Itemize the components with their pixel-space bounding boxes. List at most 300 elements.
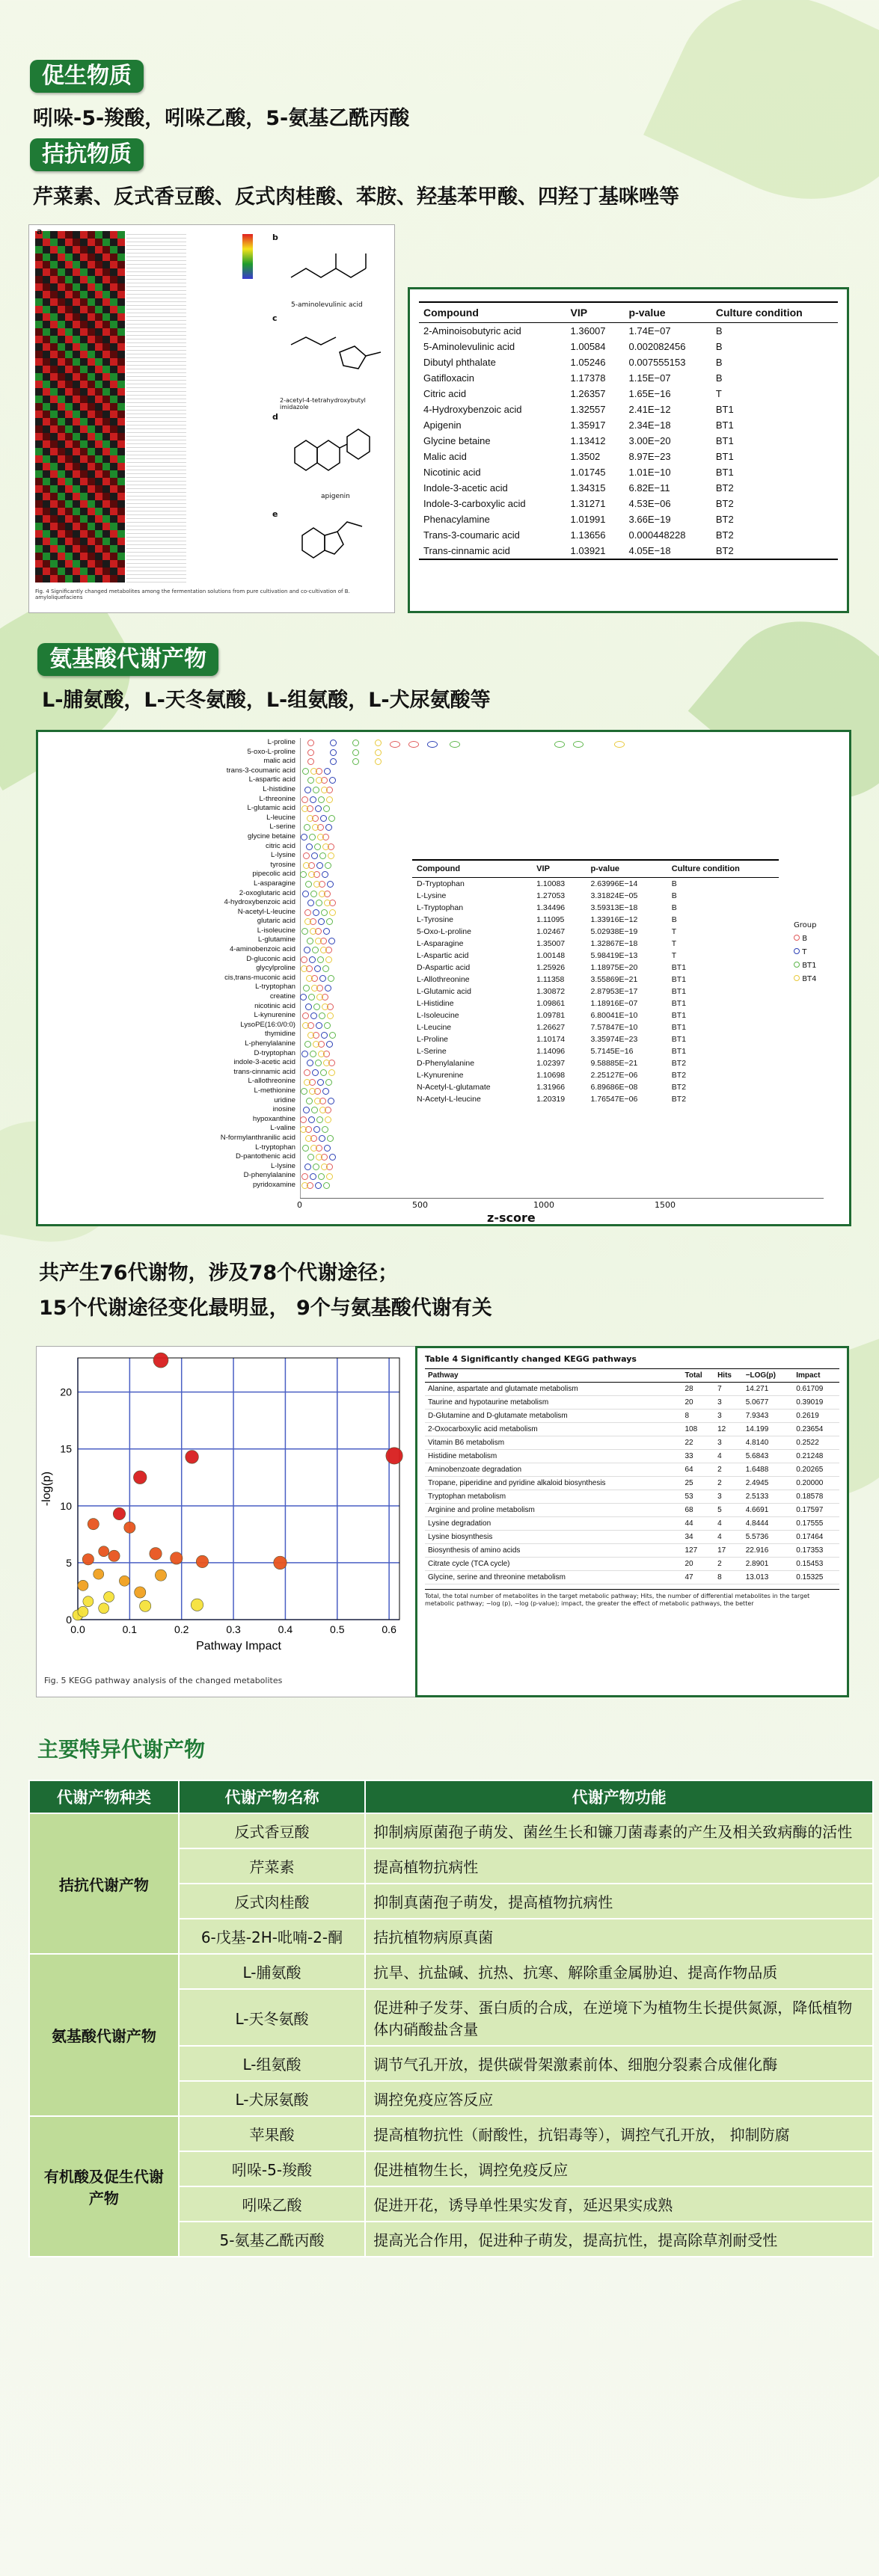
- table2-cell: N-Acetyl-L-leucine: [417, 1095, 481, 1104]
- table2-cell: 1.10174: [536, 1035, 566, 1044]
- zscore-point: [319, 852, 326, 859]
- heatmap-cell: [35, 440, 43, 448]
- kegg-cell: 7: [714, 1383, 743, 1396]
- heatmap-cell: [88, 553, 95, 560]
- heatmap-cell: [58, 538, 65, 545]
- table2-cell: 5-Oxo-L-proline: [417, 927, 471, 936]
- heatmap-cell: [117, 523, 125, 530]
- heatmap-cell: [110, 239, 117, 246]
- zscore-label: tyrosine: [270, 860, 295, 869]
- heatmap-cell: [80, 261, 88, 268]
- zscore-point: [313, 909, 319, 916]
- zscore-point: [327, 1012, 334, 1019]
- heatmap-cell: [80, 478, 88, 485]
- heatmap-cell: [43, 373, 50, 381]
- heatmap-cell: [43, 283, 50, 291]
- zscore-label: nicotinic acid: [254, 1001, 295, 1010]
- heatmap-cell: [35, 553, 43, 560]
- heatmap-cell: [43, 403, 50, 411]
- kegg-cell: 3: [714, 1490, 743, 1504]
- heatmap-cell: [73, 268, 80, 276]
- heatmap-cell: [110, 313, 117, 321]
- zscore-point: [301, 1051, 308, 1057]
- table2-cell: T: [671, 939, 677, 948]
- heatmap-cell: [117, 328, 125, 336]
- heatmap-cell: [73, 403, 80, 411]
- heatmap-cell: [73, 538, 80, 545]
- table1-cell: Malic acid: [423, 451, 467, 462]
- heatmap-cell: [95, 448, 102, 455]
- zscore-point: [310, 1145, 317, 1152]
- metabolite-function: 提高光合作用，促进种子萌发，提高抗性，提高除草剂耐受性: [365, 2222, 873, 2257]
- kegg-cell: Aminobenzoate degradation: [425, 1463, 682, 1477]
- table-row: [419, 543, 838, 559]
- zscore-point: [302, 768, 309, 775]
- table-row: [425, 1463, 839, 1477]
- zscore-label: L-glutamic acid: [247, 804, 295, 813]
- table2-cell: 1.25926: [536, 963, 566, 972]
- table1-cell: Indole-3-acetic acid: [423, 482, 508, 494]
- heatmap-cell: [80, 358, 88, 366]
- zscore-point: [312, 947, 319, 953]
- zscore-point: [308, 994, 315, 1000]
- heatmap-cell: [102, 306, 110, 313]
- x-axis-label: Pathway Impact: [196, 1640, 281, 1653]
- panel-label-c: c: [272, 313, 278, 323]
- x-tick-label: 0.5: [330, 1623, 345, 1635]
- table2-cell: 1.02397: [536, 1059, 566, 1068]
- kegg-cell: 68: [682, 1504, 714, 1517]
- heatmap-cell: [73, 411, 80, 418]
- heatmap-cell: [43, 276, 50, 283]
- heatmap-cell: [43, 313, 50, 321]
- heatmap-cell: [50, 500, 58, 508]
- heatmap-cell: [95, 575, 102, 582]
- table2-cell: 1.33916E−12: [590, 915, 638, 924]
- metabolite-name: 吲哚-5-羧酸: [179, 2151, 366, 2186]
- table2-cell: BT1: [671, 975, 687, 984]
- heatmap-cell: [58, 418, 65, 425]
- zscore-point: [322, 1126, 328, 1133]
- zscore-point: [315, 805, 322, 812]
- kegg-cell: 4.8444: [743, 1517, 794, 1531]
- heatmap-cell: [110, 425, 117, 433]
- table-row: [412, 962, 779, 974]
- table2-cell: D-Phenylalanine: [417, 1059, 475, 1068]
- zscore-label: glycine betaine: [247, 831, 295, 840]
- zscore-label: L-valine: [270, 1124, 295, 1133]
- zscore-point: [317, 834, 324, 840]
- heatmap-cell: [73, 366, 80, 373]
- heatmap-cell: [35, 381, 43, 388]
- zscore-point: [323, 805, 330, 812]
- table-row: [412, 938, 779, 950]
- heatmap-cell: [95, 418, 102, 425]
- heatmap-cell: [102, 321, 110, 328]
- heatmap-cell: [117, 485, 125, 493]
- table1-cell: BT2: [715, 498, 734, 509]
- heatmap-cell: [80, 523, 88, 530]
- pathway-point: [113, 1507, 125, 1519]
- heatmap-cell: [110, 298, 117, 306]
- heatmap-cell: [43, 455, 50, 463]
- ztick-500: 500: [412, 1200, 428, 1210]
- heatmap-cell: [58, 246, 65, 253]
- heatmap-cell: [65, 381, 73, 388]
- heatmap-cell: [58, 388, 65, 396]
- heatmap-cell: [110, 283, 117, 291]
- kegg-cell: 22.916: [743, 1544, 794, 1558]
- table1-cell: BT1: [715, 419, 734, 431]
- heatmap-cell: [102, 448, 110, 455]
- heatmap-cell: [102, 538, 110, 545]
- heatmap-cell: [65, 276, 73, 283]
- heatmap-cell: [117, 470, 125, 478]
- table1-cell: BT1: [715, 404, 734, 415]
- heatmap-cell: [95, 568, 102, 575]
- heatmap-cell: [88, 478, 95, 485]
- heatmap-cell: [65, 328, 73, 336]
- table2-cell: 1.02467: [536, 927, 566, 936]
- table1-cell: BT1: [715, 467, 734, 478]
- table1-cell: BT1: [715, 451, 734, 462]
- heatmap-cell: [58, 268, 65, 276]
- heatmap-cell: [50, 403, 58, 411]
- zscore-label: 2-oxoglutaric acid: [239, 888, 295, 897]
- table1-cell: 1.32557: [570, 404, 606, 415]
- pathway-bubble-chart: [37, 1347, 417, 1668]
- table1-cell: 1.36007: [570, 325, 606, 336]
- heatmap-cell: [80, 268, 88, 276]
- table1-cell: B: [715, 357, 723, 368]
- table2-cell: 1.14096: [536, 1047, 566, 1056]
- table-row: [412, 1033, 779, 1045]
- heatmap-cell: [65, 358, 73, 366]
- zscore-point: [325, 1079, 332, 1086]
- heatmap-cell: [110, 276, 117, 283]
- metabolite-function: 调控免疫应答反应: [365, 2081, 873, 2116]
- heatmap-cell: [88, 493, 95, 500]
- zscore-label: L-serine: [269, 823, 295, 831]
- zscore-point: [304, 918, 311, 925]
- table-row: [425, 1571, 839, 1584]
- zscore-point: [307, 758, 314, 765]
- heatmap-cell: [35, 351, 43, 358]
- heatmap-cell: [102, 575, 110, 582]
- zscore-point: [305, 881, 312, 888]
- pathway-point: [94, 1569, 104, 1579]
- heatmap-cell: [80, 321, 88, 328]
- pathway-point: [99, 1546, 109, 1557]
- heatmap-cell: [35, 515, 43, 523]
- anti-substances-text: 芹菜素、反式香豆酸、反式肉桂酸、苯胺、羟基苯甲酸、四羟丁基咪唑等: [33, 185, 679, 209]
- kegg-cell: 0.17555: [793, 1517, 839, 1531]
- heatmap-cell: [43, 530, 50, 538]
- heatmap-cell: [35, 321, 43, 328]
- heatmap-cell: [110, 545, 117, 553]
- heatmap-cell: [35, 538, 43, 545]
- zscore-label: D-phenylalanine: [243, 1171, 295, 1180]
- heatmap-cell: [35, 523, 43, 530]
- table2-cell: 9.58885E−21: [590, 1059, 638, 1068]
- compound-table-2: [412, 859, 779, 1105]
- heatmap-cell: [117, 306, 125, 313]
- zscore-label: D-gluconic acid: [246, 954, 295, 963]
- table-row: [412, 878, 779, 891]
- kegg-cell: 13.013: [743, 1571, 794, 1584]
- table-row: [425, 1544, 839, 1558]
- panel-label-a: a: [37, 227, 43, 236]
- heatmap-cell: [50, 560, 58, 568]
- zscore-point: [573, 741, 584, 748]
- table2-cell: 1.34496: [536, 903, 566, 912]
- table1-cell: Indole-3-carboxylic acid: [423, 498, 526, 509]
- zscore-point: [326, 1173, 333, 1180]
- heatmap-cell: [58, 478, 65, 485]
- heatmap-cell: [73, 343, 80, 351]
- zscore-label: L-glutamine: [257, 935, 295, 944]
- heatmap-cell: [35, 530, 43, 538]
- kegg-cell: 0.17464: [793, 1531, 839, 1544]
- heatmap-cell: [117, 351, 125, 358]
- heatmap-cell: [43, 328, 50, 336]
- table-row: [412, 986, 779, 997]
- heatmap-cell: [58, 313, 65, 321]
- heatmap-cell: [110, 336, 117, 343]
- kegg-cell: 0.61709: [793, 1383, 839, 1396]
- zscore-point: [320, 1069, 327, 1076]
- heatmap-cell: [102, 418, 110, 425]
- heatmap-cell: [88, 470, 95, 478]
- heatmap-cell: [102, 291, 110, 298]
- summary-section: [0, 1256, 879, 1321]
- heatmap-cell: [50, 291, 58, 298]
- table2-cell: 3.31824E−05: [590, 891, 638, 900]
- heatmap-cell: [58, 455, 65, 463]
- heatmap-cell: [65, 448, 73, 455]
- heatmap-cell: [117, 343, 125, 351]
- table2-cell: D-Aspartic acid: [417, 963, 471, 972]
- table1-cell: B: [715, 325, 723, 336]
- table1-cell: 1.31271: [570, 498, 606, 509]
- pathway-point: [78, 1580, 88, 1590]
- heatmap-cell: [58, 283, 65, 291]
- metabolite-name: L-天冬氨酸: [179, 1989, 366, 2046]
- table1-panel: [408, 287, 849, 613]
- kegg-cell: Citrate cycle (TCA cycle): [425, 1558, 682, 1571]
- heatmap-cell: [35, 276, 43, 283]
- structure-label-2: 2-acetyl-4-tetrahydroxybutyl imidazole: [280, 397, 366, 411]
- heatmap-cell: [95, 545, 102, 553]
- heatmap-cell: [80, 403, 88, 411]
- table1-cell: Dibutyl phthalate: [423, 357, 496, 368]
- heatmap-cell: [88, 433, 95, 440]
- heatmap-cell: [58, 231, 65, 239]
- table2-header: VIP: [532, 860, 586, 878]
- heatmap-cell: [110, 388, 117, 396]
- heatmap-cell: [50, 448, 58, 455]
- heatmap-cell: [35, 313, 43, 321]
- heatmap-cell: [88, 328, 95, 336]
- zscore-label: 5-oxo-L-proline: [247, 747, 295, 756]
- heatmap-cell: [95, 239, 102, 246]
- heatmap-cell: [88, 538, 95, 545]
- table1-cell: 1.15E−07: [628, 372, 671, 384]
- zscore-label: L-isoleucine: [257, 926, 295, 935]
- heatmap-cell: [43, 553, 50, 560]
- zscore-label: citric acid: [266, 841, 295, 850]
- heatmap-cell: [73, 470, 80, 478]
- heatmap-cell: [110, 396, 117, 403]
- heatmap-cell: [102, 298, 110, 306]
- heatmap-cell: [95, 538, 102, 545]
- table1-cell: B: [715, 372, 723, 384]
- heatmap-cell: [102, 328, 110, 336]
- table2-cell: 2.87953E−17: [590, 987, 638, 996]
- heatmap-cell: [117, 448, 125, 455]
- table-row: [419, 417, 838, 433]
- heatmap-cell: [102, 508, 110, 515]
- zscore-xaxis: [300, 1198, 824, 1199]
- zscore-point: [302, 1022, 309, 1029]
- heatmap-cell: [117, 515, 125, 523]
- heatmap-cell: [50, 568, 58, 575]
- metabolite-name: 5-氨基乙酰丙酸: [179, 2222, 366, 2257]
- zscore-label: L-methionine: [254, 1086, 295, 1095]
- heatmap-cell: [43, 425, 50, 433]
- table-row: [412, 1081, 779, 1093]
- structure-aminolevulinic-acid: [284, 240, 388, 300]
- table2-box: [412, 859, 779, 1105]
- kegg-cell: 8: [714, 1571, 743, 1584]
- kegg-cell: 44: [682, 1517, 714, 1531]
- table1-cell: 1.35917: [570, 419, 606, 431]
- heatmap-cell: [117, 313, 125, 321]
- heatmap-cell: [80, 313, 88, 321]
- heatmap-cell: [117, 440, 125, 448]
- heatmap-cell: [65, 246, 73, 253]
- table1-cell: 1.13412: [570, 435, 606, 446]
- heatmap-cell: [58, 515, 65, 523]
- kegg-title: Table 4 Significantly changed KEGG pathways: [425, 1354, 637, 1364]
- table2-cell: BT1: [671, 1011, 687, 1020]
- heatmap-cell: [50, 478, 58, 485]
- x-tick-label: 0.4: [278, 1623, 293, 1635]
- heatmap-cell: [88, 239, 95, 246]
- heatmap-cell: [95, 493, 102, 500]
- heatmap-cell: [80, 418, 88, 425]
- heatmap-cell: [88, 568, 95, 575]
- kegg-cell: 5.5736: [743, 1531, 794, 1544]
- pathway-point: [386, 1448, 402, 1464]
- heatmap-cell: [50, 470, 58, 478]
- heatmap-cell: [65, 568, 73, 575]
- table2-cell: L-Aspartic acid: [417, 951, 469, 960]
- heatmap-cell: [43, 358, 50, 366]
- heatmap-cell: [43, 246, 50, 253]
- heatmap-cell: [95, 523, 102, 530]
- heatmap-cell: [95, 560, 102, 568]
- heatmap-cell: [65, 231, 73, 239]
- heatmap-cell: [58, 568, 65, 575]
- table2-cell: 1.11358: [536, 975, 565, 984]
- heatmap-cell: [80, 396, 88, 403]
- heatmap-cell: [65, 575, 73, 582]
- table2-cell: L-Isoleucine: [417, 1011, 459, 1020]
- zscore-point: [320, 815, 327, 822]
- heatmap-cell: [102, 553, 110, 560]
- heatmap-cell: [88, 381, 95, 388]
- heatmap-cell: [65, 313, 73, 321]
- zscore-point: [304, 1041, 311, 1048]
- heatmap-cell: [95, 440, 102, 448]
- heatmap-cell: [110, 493, 117, 500]
- zscore-point: [328, 1098, 334, 1104]
- heatmap-cell: [50, 358, 58, 366]
- zscore-point: [323, 928, 330, 935]
- heatmap-cell: [110, 448, 117, 455]
- zscore-label: pipecolic acid: [252, 870, 295, 879]
- zscore-point: [324, 768, 331, 775]
- zscore-point: [309, 956, 316, 963]
- metabolite-name: L-脯氨酸: [179, 1954, 366, 1989]
- zscore-point: [310, 1173, 316, 1180]
- heatmap-cell: [117, 239, 125, 246]
- heatmap-cell: [43, 515, 50, 523]
- heatmap-cell: [117, 366, 125, 373]
- heatmap-cell: [80, 560, 88, 568]
- zscore-point: [317, 1079, 324, 1086]
- heatmap-cell: [50, 366, 58, 373]
- kegg-cell: 28: [682, 1383, 714, 1396]
- heatmap-cell: [80, 298, 88, 306]
- ztick-0: 0: [297, 1200, 302, 1210]
- zscore-point: [322, 871, 328, 878]
- heatmap-cell: [102, 373, 110, 381]
- zscore-point: [325, 985, 331, 992]
- heatmap-cell: [73, 231, 80, 239]
- zscore-point: [307, 938, 313, 944]
- heatmap-cell: [117, 575, 125, 582]
- heatmap-cell: [35, 283, 43, 291]
- heatmap-cell: [58, 575, 65, 582]
- heatmap-cell: [88, 343, 95, 351]
- heatmap-cell: [80, 381, 88, 388]
- heatmap-cell: [117, 500, 125, 508]
- heatmap-cell: [95, 358, 102, 366]
- zscore-point: [328, 1069, 335, 1076]
- table2-cell: 1.35007: [536, 939, 566, 948]
- heatmap-cell: [110, 463, 117, 470]
- metabolite-name: 反式香豆酸: [179, 1813, 366, 1848]
- heatmap-cell: [110, 433, 117, 440]
- zscore-label: L-aspartic acid: [248, 775, 295, 784]
- table2-cell: L-Asparagine: [417, 939, 464, 948]
- table-row: [425, 1423, 839, 1436]
- zscore-point: [317, 956, 324, 963]
- zscore-point: [306, 843, 313, 850]
- kegg-cell: Tropane, piperidine and pyridine alkaloid biosynthesis: [425, 1477, 682, 1490]
- heatmap-labels: [126, 231, 186, 582]
- pathway-point: [119, 1576, 129, 1586]
- heatmap-cell: [80, 515, 88, 523]
- heatmap-cell: [35, 343, 43, 351]
- zscore-point: [326, 918, 333, 925]
- kegg-cell: 22: [682, 1436, 714, 1450]
- heatmap-cell: [95, 388, 102, 396]
- heatmap-cell: [43, 478, 50, 485]
- table-row: [419, 386, 838, 402]
